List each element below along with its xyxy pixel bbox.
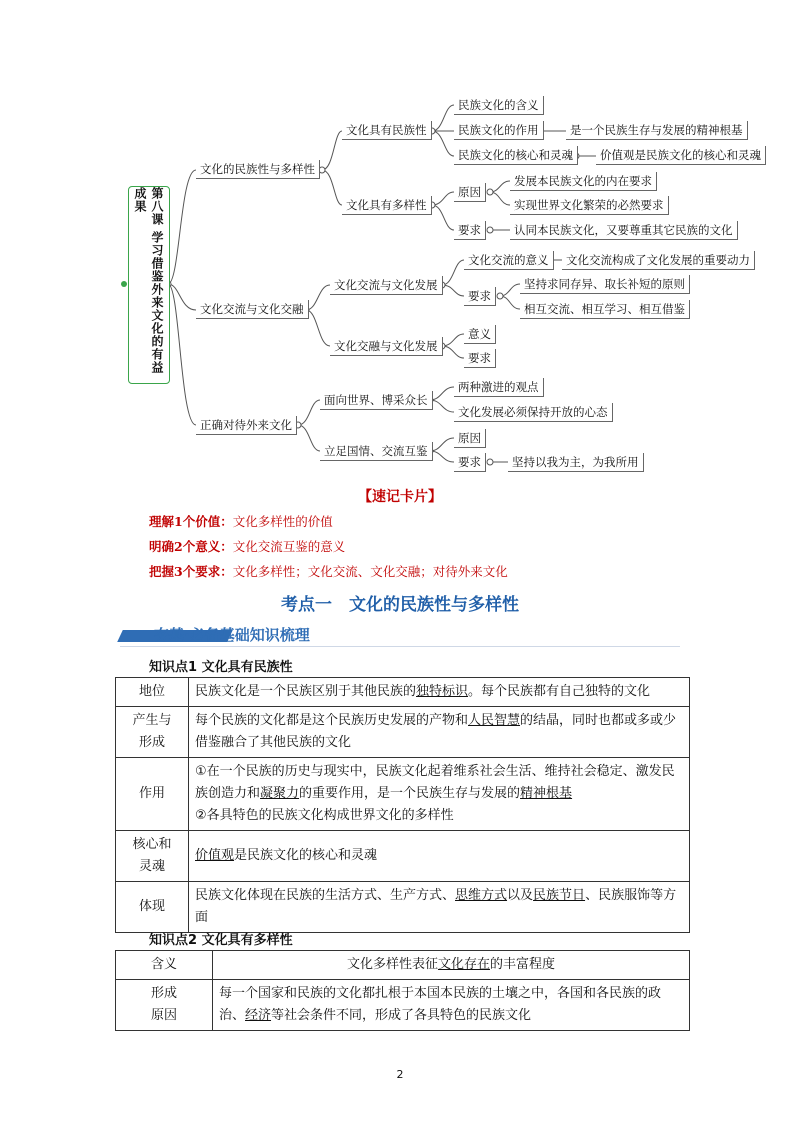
row-header: 体现: [116, 882, 189, 933]
mindmap-node: 文化具有民族性: [342, 121, 432, 140]
row-header: 地位: [116, 678, 189, 707]
mindmap-node: 文化交流构成了文化发展的重要动力: [562, 251, 755, 270]
text: 、民族服饰等方面: [195, 888, 677, 925]
mindmap-node: 原因: [454, 429, 486, 448]
card-text: 文化多样性；文化交流、文化交融；对待外来文化: [232, 564, 508, 579]
text: 的重要作用，是一个民族生存与发展的: [299, 786, 521, 801]
text: 原因: [150, 1008, 177, 1023]
table-row: [116, 707, 690, 758]
mindmap-node: 两种激进的观点: [454, 378, 544, 397]
card-label: 把握3个要求：: [149, 564, 233, 579]
text: 核心和: [132, 837, 172, 852]
text: ②各具特色的民族文化构成世界文化的多样性: [195, 808, 454, 823]
card-label: 明确2个意义：: [149, 539, 233, 554]
banner-text: 夯基·必备基础知识梳理: [154, 626, 310, 644]
card-line: [149, 537, 345, 555]
mindmap-node: 要求: [464, 349, 496, 368]
mindmap-node: 立足国情、交流互鉴: [320, 442, 433, 461]
row-content: [213, 980, 690, 1031]
mindmap-node: 相互交流、相互学习、相互借鉴: [520, 300, 690, 319]
mindmap-node: 民族文化的含义: [454, 96, 544, 115]
text: 。每个民族都有自己独特的文化: [468, 684, 651, 699]
key-term: 凝聚力: [260, 786, 300, 801]
row-content: [213, 951, 690, 980]
text: ①在一个民族的历史与现实中，民族文化起着维系社会生活、维持社会稳定、激发民族创造力和: [195, 764, 675, 801]
row-content: [189, 707, 690, 758]
row-content: [189, 831, 690, 882]
card-title: 【速记卡片】: [358, 489, 442, 505]
text: 形成: [150, 986, 177, 1001]
mindmap-node: 原因: [454, 183, 486, 202]
row-header: 含义: [116, 951, 213, 980]
mindmap-node: 民族文化的作用: [454, 121, 544, 140]
table-row: [116, 882, 690, 933]
row-header: [116, 707, 189, 758]
card-line: [149, 562, 508, 580]
section-banner: [120, 622, 680, 648]
text: 的结晶，同时也都或多或少借鉴融合了其他民族的文化: [195, 713, 677, 750]
text: 民族文化是一个民族区别于其他民族的: [195, 684, 417, 699]
key-term: 独特标识: [416, 684, 469, 699]
table-row: [116, 980, 690, 1031]
card-line: [149, 512, 333, 530]
text: 灵魂: [138, 859, 165, 874]
kp2-title: 知识点2 文化具有多样性: [149, 933, 293, 948]
key-term: 思维方式: [455, 888, 508, 903]
mindmap-node: 坚持求同存异、取长补短的原则: [520, 275, 690, 294]
key-term: 价值观: [195, 848, 235, 863]
mindmap-node: 文化交融与文化发展: [330, 337, 443, 356]
row-content: [189, 882, 690, 933]
mindmap-node: 民族文化的核心和灵魂: [454, 146, 578, 165]
row-header: 作用: [116, 758, 189, 831]
text: 产生与: [132, 713, 172, 728]
mindmap-node: 实现世界文化繁荣的必然要求: [510, 196, 669, 215]
mindmap-node: 文化交流与文化交融: [196, 300, 309, 319]
text: 民族文化体现在民族的生活方式、生产方式、: [195, 888, 456, 903]
mindmap-node: 文化发展必须保持开放的心态: [454, 403, 613, 422]
row-header: [116, 980, 213, 1031]
mindmap-node: 是一个民族生存与发展的精神根基: [566, 121, 748, 140]
mindmap-node: 认同本民族文化，又要尊重其它民族的文化: [510, 221, 738, 240]
mindmap-node: 文化交流的意义: [464, 251, 554, 270]
key-term: 精神根基: [520, 786, 573, 801]
mindmap-node: 要求: [454, 453, 486, 472]
card-label: 理解1个价值：: [149, 514, 233, 529]
kp2-table: [115, 950, 690, 1031]
key-term: 民族节日: [533, 888, 586, 903]
mindmap-node: 文化具有多样性: [342, 196, 432, 215]
table-row: [116, 678, 690, 707]
text: 形成: [138, 735, 165, 750]
kp1-table: [115, 677, 690, 933]
text: 文化多样性表征: [346, 957, 438, 972]
card-text: 文化多样性的价值: [232, 514, 333, 529]
mindmap-node: 文化交流与文化发展: [330, 276, 443, 295]
mindmap-node: 坚持以我为主，为我所用: [508, 453, 644, 472]
section-title: 考点一 文化的民族性与多样性: [281, 595, 519, 615]
banner-divider: [120, 646, 680, 647]
text: 是民族文化的核心和灵魂: [234, 848, 378, 863]
mindmap-node: 文化的民族性与多样性: [196, 160, 320, 179]
table-row: [116, 951, 690, 980]
text: 以及: [507, 888, 534, 903]
kp1-title: 知识点1 文化具有民族性: [149, 660, 293, 675]
table-row: [116, 758, 690, 831]
mindmap-node: 面向世界、博采众长: [320, 391, 433, 410]
mindmap-node: 意义: [464, 325, 496, 344]
key-term: 文化存在: [437, 957, 490, 972]
key-term: 人民智慧: [468, 713, 521, 728]
text: 等社会条件不同，形成了各具特色的民族文化: [271, 1008, 532, 1023]
mindmap-node: 发展本民族文化的内在要求: [510, 172, 657, 191]
text: 每个民族的文化都是这个民族历史发展的产物和: [195, 713, 469, 728]
mindmap-node: 价值观是民族文化的核心和灵魂: [596, 146, 766, 165]
table-row: [116, 831, 690, 882]
mindmap-node: 要求: [454, 221, 486, 240]
mindmap-root: 第八课 学习借鉴外来文化的有益成果: [128, 186, 170, 384]
text: 每一个国家和民族的文化都扎根于本国本民族的土壤之中，各国和各民族的政治、: [219, 986, 662, 1023]
text: 的丰富程度: [490, 957, 556, 972]
card-text: 文化交流互鉴的意义: [232, 539, 346, 554]
key-term: 经济: [245, 1008, 272, 1023]
page-number: 2: [396, 1068, 404, 1081]
mindmap-node: 正确对待外来文化: [196, 416, 297, 435]
mindmap-node: 要求: [464, 287, 496, 306]
row-header: [116, 831, 189, 882]
row-content: [189, 678, 690, 707]
row-content: [189, 758, 690, 831]
